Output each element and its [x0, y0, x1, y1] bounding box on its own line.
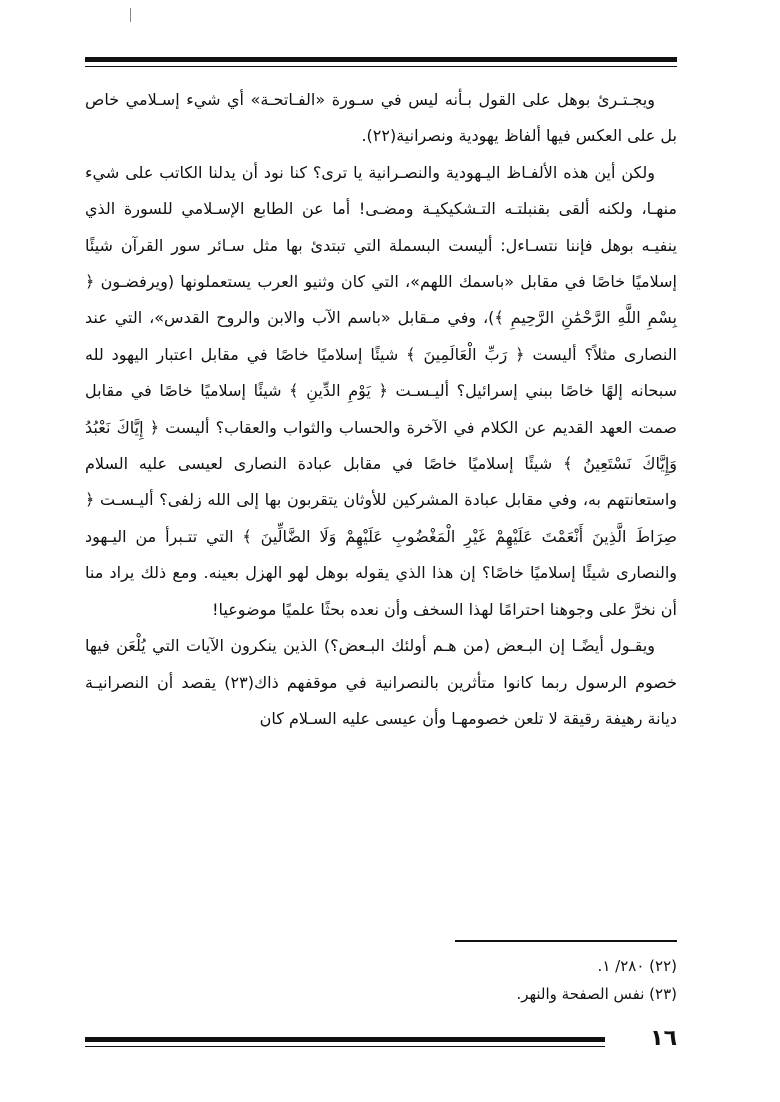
footnote-22: (٢٢) ٢٨٠/ ١.	[597, 957, 677, 975]
paragraph-2: ولكن أين هذه الألفـاظ اليـهودية والنصـرانية يا ترى؟ كنا نود أن يدلنا الكاتب على شيء منهـا، ولكنه ألقى بقنبلتـه التـشكيكيـة ومضـى! أما عن الطابع الإسـلامي للسورة الذي ينفيـه بوهل فإننا نتسـاءل: أليست البسملة التي تبتدئ بها مثل سـائر سور القرآن شيئًا إسلاميًا خاصًا في مقابل «باسمك اللهم»، التي كان وثنيو العرب يستعملونها (ويرفضـون ﴿ بِسْمِ اللَّهِ الرَّحْمَٰنِ الرَّحِيمِ ﴾)، وفي مـقابل «باسم الآب والابن والروح القدس»، التي عند النصارى مثلاً؟ أليست ﴿ رَبِّ الْعَالَمِينَ ﴾ شيئًا إسلاميًا خاصًا في مقابل اعتبار اليهود لله سبحانه إلهًا خاصًا ببني إسرائيل؟ أليـسـت ﴿ يَوْمِ الدِّينِ ﴾ شيئًا إسلاميًا خاصًا في مقابل صمت العهد القديم عن الكلام في الآخرة والحساب والثواب والعقاب؟ أليست ﴿ إِيَّاكَ نَعْبُدُ وَإِيَّاكَ نَسْتَعِينُ ﴾ شيئًا إسلاميًا خاصًا في مقابل عبادة النصارى لعيسى عليه السلام واستعانتهم به، وفي مقابل عبادة المشركين للأوثان يتقربون بها إلى الله زلفى؟ أليـسـت ﴿ صِرَاطَ الَّذِينَ أَنْعَمْتَ عَلَيْهِمْ غَيْرِ الْمَغْضُوبِ عَلَيْهِمْ وَلَا الضَّالِّينَ ﴾ التي تتـبرأ من اليـهود والنصارى شيئًا إسلاميًا خاصًا؟ إن هذا الذي يقوله بوهل لهو الهزل بعينه. ومع ذلك يراد منا أن نخرَّ على وجوهنا احترامًا لهذا السخف وأن نعده بحثًا علميًا موضوعيا!	[85, 162, 677, 619]
footnote-rule	[455, 940, 677, 942]
paragraph-3: ويقـول أيضًـا إن البـعض (من هـم أولئك البـعض؟) الذين ينكرون الآيات التي يُلْعَن فيها خصوم الرسول ربما كانوا متأثرين بالنصرانية في موقفهم ذاك(٢٣) يقصد أن النصرانيـة ديانة رهيفة رقيقة لا تلعن خصومهـا وأن عيسى عليه السـلام كان	[85, 636, 678, 728]
header-rule-thin	[85, 66, 677, 67]
header-rule-thick	[85, 57, 677, 62]
footnotes	[85, 952, 677, 1008]
paragraph-1: ويجـتـرئ بوهل على القول بـأنه ليس في سـورة «الفـاتحـة» أي شيء إسـلامي خاص بل على العكس فيها ألفاظ يهودية ونصرانية(٢٢).	[85, 90, 677, 146]
scan-mark	[130, 8, 131, 22]
footnote-23: (٢٣) نفس الصفحة والنهر.	[516, 985, 677, 1003]
main-text	[85, 82, 677, 737]
footer-rule-thin	[85, 1046, 605, 1047]
page-number: ١٦	[650, 1026, 677, 1051]
footer-rule-thick	[85, 1037, 605, 1042]
